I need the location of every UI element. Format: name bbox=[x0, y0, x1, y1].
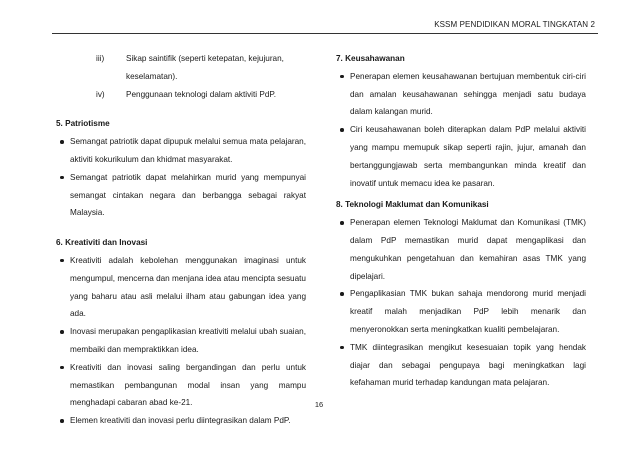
section-title-kreativiti: 6. Kreativiti dan Inovasi bbox=[56, 238, 148, 248]
bullet-item: Pengaplikasian TMK bukan sahaja mendorong murid menjadi kreatif malah menjadikan PdP lebih menarik dan menyeronokkan serta meningkatkan kualiti pembelajaran. bbox=[336, 285, 586, 338]
sub-item-number: iv) bbox=[96, 89, 105, 99]
page-number: 16 bbox=[314, 400, 324, 409]
bullet-list bbox=[336, 214, 586, 392]
page-header: KSSM PENDIDIKAN MORAL TINGKATAN 2 bbox=[434, 20, 595, 29]
sub-item-iv bbox=[96, 86, 306, 104]
bullet-item: Kreativiti adalah kebolehan menggunakan imaginasi untuk mengumpul, mencerna dan menjana idea atau mencipta sesuatu yang baharu atau asli melalui ilham atau gabungan idea yang ada. bbox=[56, 252, 306, 323]
section-title-patriotisme: 5. Patriotisme bbox=[56, 119, 110, 129]
section-title-keusahawanan: 7. Keusahawanan bbox=[336, 54, 405, 63]
sub-item-iii bbox=[96, 50, 306, 86]
section-title-tmk: 8. Teknologi Maklumat dan Komunikasi bbox=[336, 200, 489, 210]
left-column bbox=[56, 50, 306, 430]
bullet-item: Penerapan elemen keusahawanan bertujuan membentuk ciri-ciri dan amalan keusahawanan sehingga menjadi satu budaya dalam kalangan murid. bbox=[336, 68, 586, 121]
sub-item-number: iii) bbox=[96, 54, 105, 63]
bullet-item: Inovasi merupakan pengaplikasian kreativiti melalui ubah suaian, membaiki dan mempraktikkan idea. bbox=[56, 323, 306, 359]
bullet-item: Elemen kreativiti dan inovasi perlu diintegrasikan dalam PdP. bbox=[56, 412, 306, 430]
bullet-item: Semangat patriotik dapat melahirkan murid yang mempunyai semangat cintakan negara dan berbangga sebagai rakyat Malaysia. bbox=[56, 169, 306, 222]
right-column bbox=[336, 50, 586, 392]
bullet-item: Kreativiti dan inovasi saling bergandingan dan perlu untuk memastikan pembangunan modal insan yang mampu menghadapi cabaran abad ke-21. bbox=[56, 359, 306, 412]
bullet-list bbox=[336, 68, 586, 193]
sub-item-text: Penggunaan teknologi dalam aktiviti PdP. bbox=[126, 89, 277, 99]
bullet-item: Ciri keusahawanan boleh diterapkan dalam PdP melalui aktiviti yang mampu memupuk sikap seperti rajin, jujur, amanah dan bertanggungjawab serta membangunkan minda kreatif dan inovatif untuk memacu idea ke pasaran. bbox=[336, 121, 586, 192]
bullet-list bbox=[56, 133, 306, 222]
bullet-item: TMK diintegrasikan mengikut kesesuaian topik yang hendak diajar dan sebagai pengupaya bagi meningkatkan lagi kefahaman murid terhadap kandungan mata pelajaran. bbox=[336, 339, 586, 392]
bullet-item: Penerapan elemen Teknologi Maklumat dan Komunikasi (TMK) dalam PdP memastikan murid dapat mengaplikasi dan mengukuhkan pengetahuan dan kemahiran asas TMK yang dipelajari. bbox=[336, 214, 586, 285]
sub-item-text: Sikap saintifik (seperti ketepatan, kejujuran, keselamatan). bbox=[126, 54, 284, 81]
bullet-item: Semangat patriotik dapat dipupuk melalui semua mata pelajaran, aktiviti kokurikulum dan khidmat masyarakat. bbox=[56, 133, 306, 169]
header-divider bbox=[52, 33, 598, 34]
